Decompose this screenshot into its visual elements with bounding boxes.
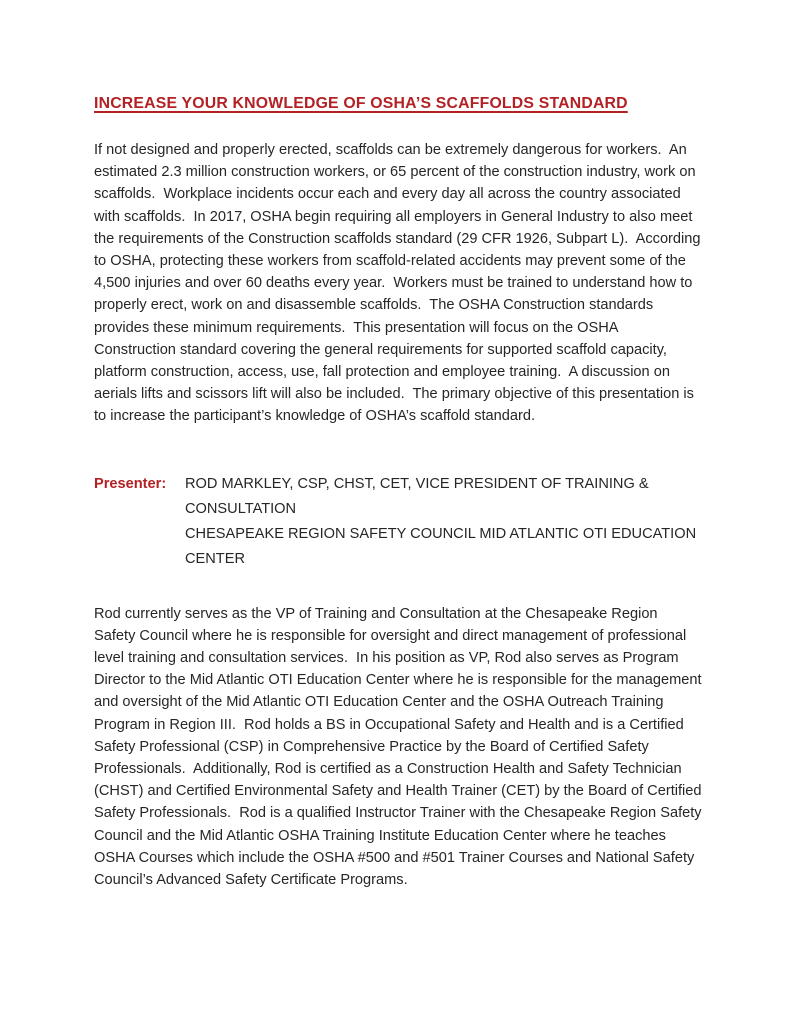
- presenter-label: Presenter:: [94, 475, 167, 492]
- page-title: INCREASE YOUR KNOWLEDGE OF OSHA’S SCAFFOLDS STANDARD: [94, 95, 628, 112]
- bio-paragraph: Rod currently serves as the VP of Training and Consultation at the Chesapeake Region Safety Council where he is responsible for oversight and direct management of professional level training and consultation services. In his position as VP, Rod also serves as Program Director to the Mid Atlantic OTI Education Center where he is responsible for the management and oversight of the Mid Atlantic OTI Education Center and the OSHA Outreach Training Program in Region III. Rod holds a BS in Occupational Safety and Health and is a Certified Safety Professional (CSP) in Comprehensive Practice by the Board of Certified Safety Professionals. Additionally, Rod is certified as a Construction Health and Safety Technician (CHST) and Certified Environmental Safety and Health Trainer (CET) by the Board of Certified Safety Professionals. Rod is a qualified Instructor Trainer with the Chesapeake Region Safety Council and the Mid Atlantic OSHA Training Institute Education Center where he teaches OSHA Courses which include the OSHA #500 and #501 Trainer Courses and National Safety Council’s Advanced Safety Certificate Programs.: [94, 605, 706, 889]
- presenter-block: [94, 472, 702, 572]
- presenter-organization-line: CHESAPEAKE REGION SAFETY COUNCIL MID ATLANTIC OTI EDUCATION CENTER: [185, 525, 697, 567]
- intro-paragraph: If not designed and properly erected, scaffolds can be extremely dangerous for workers. An estimated 2.3 million construction workers, or 65 percent of the construction industry, work on scaffolds. Workplace incidents occur each and every day all across the country associated with scaffolds. In 2017, OSHA begin requiring all employers in General Industry to also meet the requirements of the Construction scaffolds standard (29 CFR 1926, Subpart L). According to OSHA, protecting these workers from scaffold-related accidents may prevent some of the 4,500 injuries and over 60 deaths every year. Workers must be trained to understand how to properly erect, work on and disassemble scaffolds. The OSHA Construction standards provides these minimum requirements. This presentation will focus on the OSHA Construction standard covering the general requirements for supported scaffold capacity, platform construction, access, use, fall protection and employee training. A discussion on aerials lifts and scissors lift will also be included. The primary objective of this presentation is to increase the participant’s knowledge of OSHA’s scaffold standard.: [94, 142, 705, 425]
- presenter-name-title-line: ROD MARKLEY, CSP, CHST, CET, VICE PRESIDENT OF TRAINING & CONSULTATION: [185, 475, 649, 517]
- presenter-details: [185, 472, 702, 572]
